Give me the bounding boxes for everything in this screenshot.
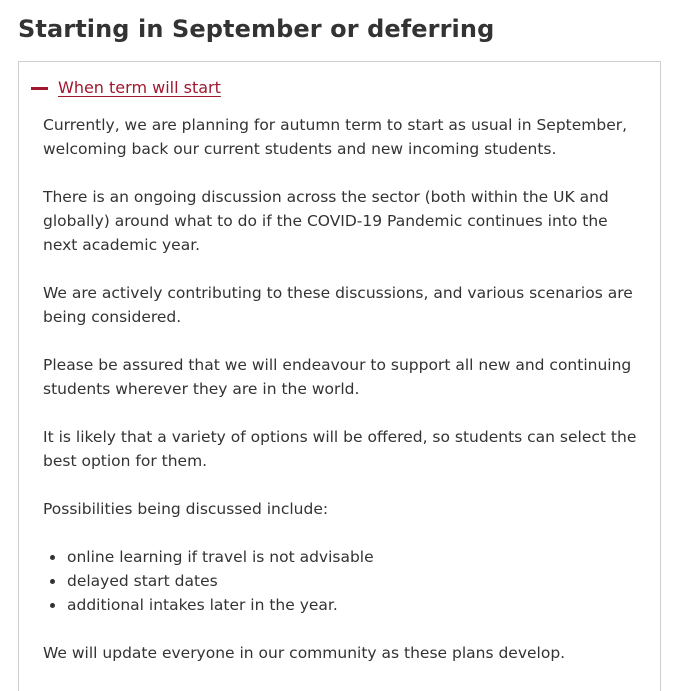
paragraph: We are actively contributing to these discussions, and various scenarios are being considered. [43, 284, 633, 326]
paragraph: Please be assured that we will endeavour to support all new and continuing students wherever they are in the world. [43, 356, 632, 398]
accordion-body [43, 113, 643, 689]
list-item: additional intakes later in the year. [67, 593, 643, 617]
paragraph: Possibilities being discussed include: [43, 500, 329, 518]
accordion-title-link[interactable]: When term will start [58, 78, 221, 97]
paragraph: There is an ongoing discussion across the sector (both within the UK and globally) around what to do if the COVID-19 Pandemic continues into the next academic year. [43, 188, 609, 254]
paragraph: It is likely that a variety of options will be offered, so students can select the best option for them. [43, 428, 637, 470]
accordion-toggle[interactable] [31, 75, 221, 101]
list-item: delayed start dates [67, 569, 643, 593]
accordion-panel [18, 61, 661, 691]
minus-icon[interactable] [31, 87, 48, 90]
closing-paragraph: We will update everyone in our community as these plans develop. [43, 644, 566, 662]
possibilities-list [43, 545, 643, 617]
page-heading: Starting in September or deferring [18, 15, 495, 43]
paragraph: Currently, we are planning for autumn term to start as usual in September, welcoming back our current students and new incoming students. [43, 116, 628, 158]
list-item: online learning if travel is not advisable [67, 545, 643, 569]
